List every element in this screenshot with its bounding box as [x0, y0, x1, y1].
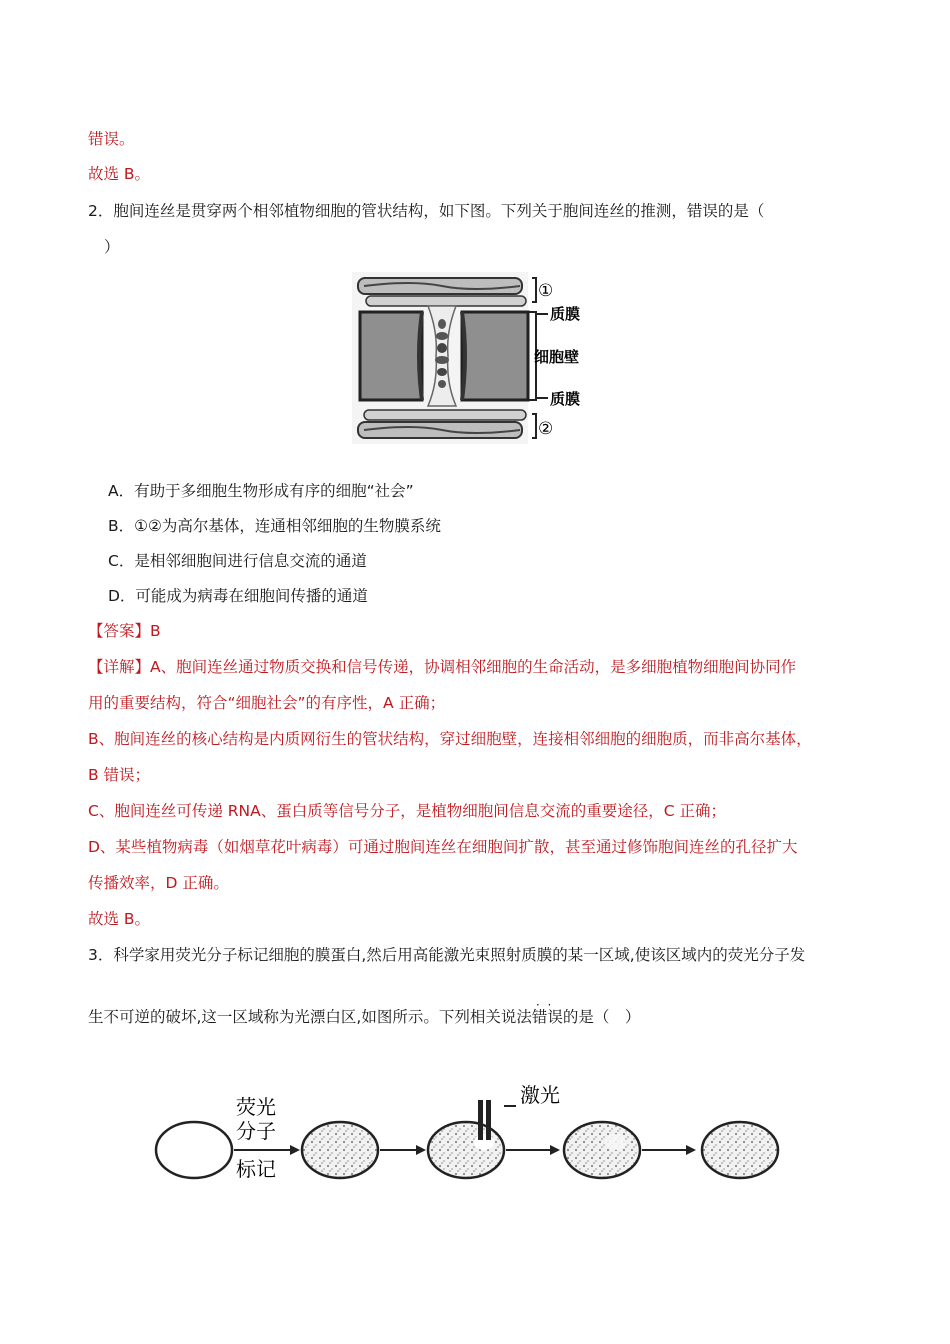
q3-figure	[150, 1076, 790, 1186]
q2-stem-close: ）	[104, 238, 120, 256]
q2-detail-line-4: B 错误；	[88, 766, 151, 784]
fig-label-label: 标记	[236, 1157, 276, 1181]
fig-label-2: ②	[538, 419, 554, 439]
fig-label-plasma-membrane-top: 质膜	[550, 305, 581, 323]
fig-label-cell-wall: 细胞壁	[534, 348, 580, 366]
q3-stem-pre: 生不可逆的破坏,这一区域称为光漂白区,如图所示。下列相关说法	[88, 1008, 532, 1026]
q2-option-c: C．是相邻细胞间进行信息交流的通道	[108, 552, 367, 570]
q2-figure	[352, 272, 602, 444]
q2-option-a: A．有助于多细胞生物形成有序的细胞“社会”	[108, 482, 414, 500]
fig-label-molecule: 分子	[236, 1119, 276, 1143]
fig-label-plasma-membrane-bottom: 质膜	[550, 390, 581, 408]
q2-conclusion: 故选 B。	[88, 910, 151, 928]
q2-detail-line-5: C、胞间连丝可传递 RNA、蛋白质等信号分子，是植物细胞间信息交流的重要途径，C 正确；	[88, 802, 726, 820]
q2-stem: 2．胞间连丝是贯穿两个相邻植物细胞的管状结构，如下图。下列关于胞间连丝的推测，错误的是（	[88, 202, 765, 220]
q2-answer: 【答案】B	[88, 622, 161, 640]
q2-option-d: D．可能成为病毒在细胞间传播的通道	[108, 587, 368, 605]
prev-conclusion: 故选 B。	[88, 165, 151, 183]
q2-detail-line-6: D、某些植物病毒（如烟草花叶病毒）可通过胞间连丝在细胞间扩散，甚至通过修饰胞间连丝的孔径扩大	[88, 838, 798, 856]
q2-detail-line-7: 传播效率，D 正确。	[88, 874, 229, 892]
q2-detail-line-2: 用的重要结构，符合“细胞社会”的有序性，A 正确；	[88, 694, 446, 712]
q3-stem-line-1: 3．科学家用荧光分子标记细胞的膜蛋白,然后用高能激光束照射质膜的某一区域,使该区域内的荧光分子发	[88, 946, 806, 964]
q3-stem-emphasis: · · 错误	[532, 1006, 563, 1028]
q3-stem-post: 的是（ ）	[562, 1008, 641, 1026]
fig-label-fluorescent: 荧光	[236, 1095, 276, 1119]
q2-detail-line-1: 【详解】A、胞间连丝通过物质交换和信号传递，协调相邻细胞的生命活动，是多细胞植物细胞间协同作	[88, 658, 797, 676]
q2-option-b: B．①②为高尔基体，连通相邻细胞的生物膜系统	[108, 517, 441, 535]
prev-answer-line: 错误。	[88, 130, 135, 148]
fig-label-1: ①	[538, 281, 554, 301]
q3-stem-line-2	[88, 1006, 640, 1028]
fig-label-laser: 激光	[520, 1083, 560, 1107]
q2-detail-line-3: B、胞间连丝的核心结构是内质网衍生的管状结构，穿过细胞壁，连接相邻细胞的细胞质，而非高尔基体，	[88, 730, 812, 748]
